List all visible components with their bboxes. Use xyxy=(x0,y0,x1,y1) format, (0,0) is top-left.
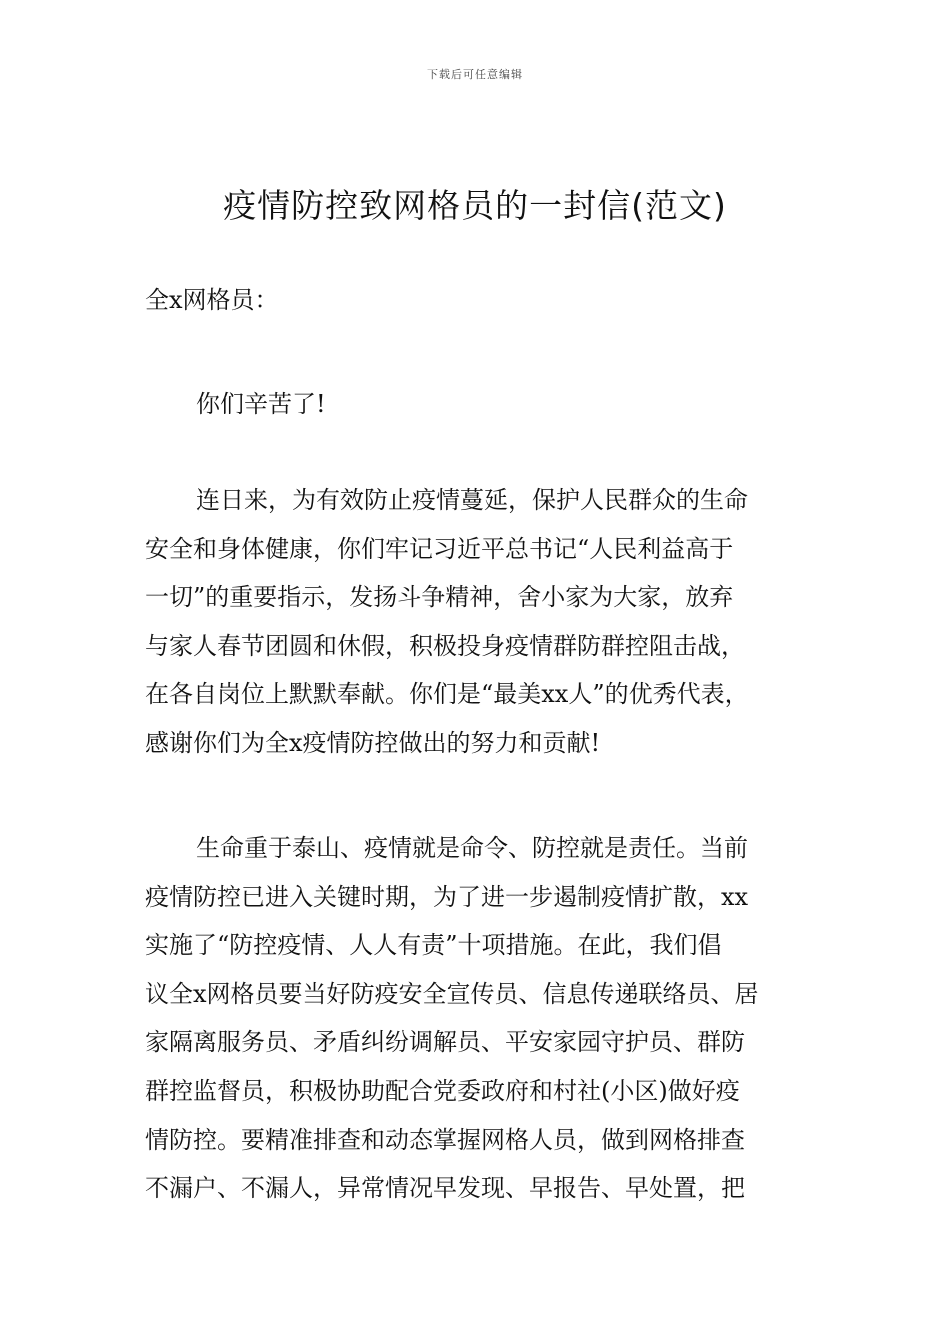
text-line: 一切”的重要指示，发扬斗争精神，舍小家为大家，放弃 xyxy=(145,583,734,612)
text-line: 议全x网格员要当好防疫安全宣传员、信息传递联络员、居 xyxy=(145,979,759,1008)
text-line: 与家人春节团圆和休假，积极投身疫情群防群控阻击战， xyxy=(145,631,745,660)
text-line: 在各自岗位上默默奉献。你们是“最美xx人”的优秀代表， xyxy=(145,680,749,709)
text-line: 你们辛苦了! xyxy=(196,390,326,418)
paragraph-thanks xyxy=(145,476,820,768)
salutation: 全x网格员： xyxy=(145,286,279,314)
text-line: 安全和身体健康，你们牢记习近平总书记“人民利益高于 xyxy=(145,534,734,563)
text-line: 家隔离服务员、矛盾纠纷调解员、平安家园守护员、群防 xyxy=(145,1028,745,1057)
text-line: 生命重于泰山、疫情就是命令、防控就是责任。当前 xyxy=(196,834,748,862)
text-line: 感谢你们为全x疫情防控做出的努力和贡献! xyxy=(145,728,601,757)
document-title: 疫情防控致网格员的一封信(范文) xyxy=(223,186,727,225)
text-line: 实施了“防控疫情、人人有责”十项措施。在此，我们倡 xyxy=(145,931,722,960)
paragraph-initiative xyxy=(145,824,820,1213)
text-line: 群控监督员，积极协助配合党委政府和村社(小区)做好疫 xyxy=(145,1076,740,1105)
header-note: 下载后可任意编辑 xyxy=(427,68,523,81)
text-line: 疫情防控已进入关键时期，为了进一步遏制疫情扩散，xx xyxy=(145,882,749,911)
text-line: 不漏户、不漏人，异常情况早发现、早报告、早处置，把 xyxy=(145,1174,745,1203)
paragraph-greeting xyxy=(145,380,820,429)
text-line: 情防控。要精准排查和动态掌握网格人员，做到网格排查 xyxy=(145,1125,745,1154)
text-line: 连日来，为有效防止疫情蔓延，保护人民群众的生命 xyxy=(196,486,748,514)
